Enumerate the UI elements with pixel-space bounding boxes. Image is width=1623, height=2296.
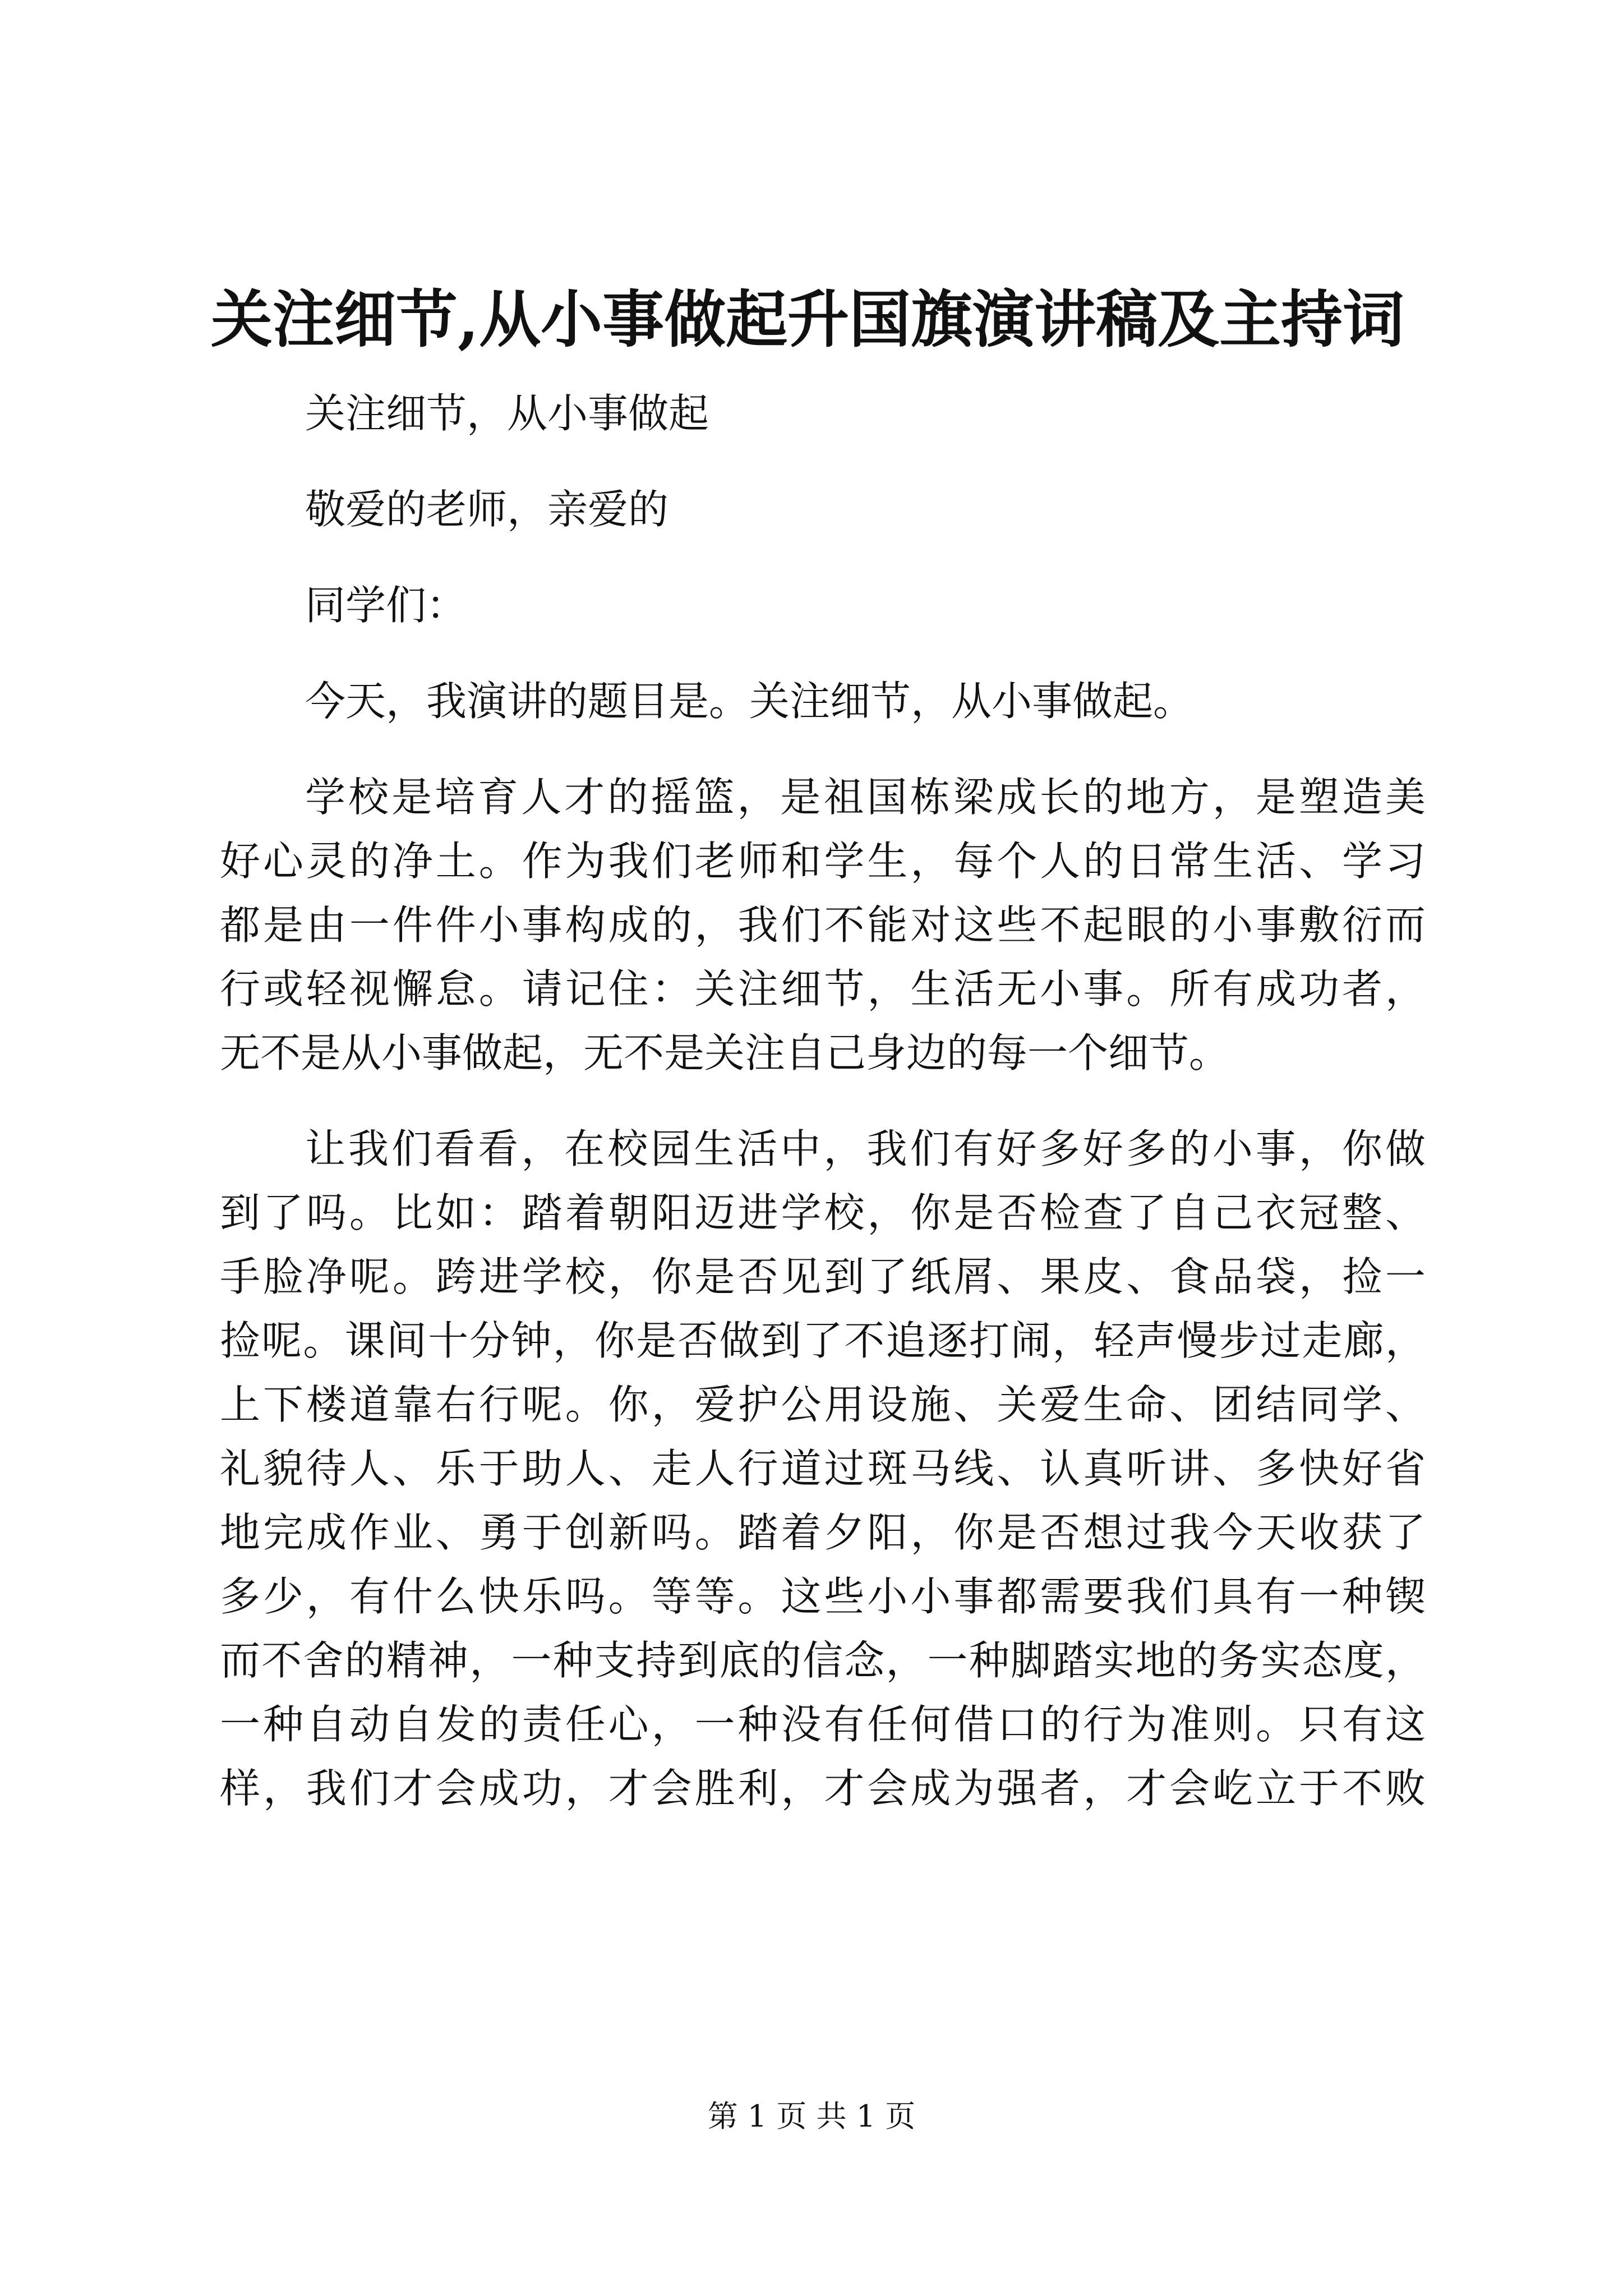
text-line: 行或轻视懈怠。请记住：关注细节，生活无小事。所有成功者， [220, 965, 1426, 1013]
text-line: 样，我们才会成功，才会胜利，才会成为强者，才会屹立于不败 [220, 1765, 1426, 1812]
text-line: 让我们看看，在校园生活中，我们有好多好多的小事，你做 [305, 1125, 1426, 1172]
document-title: 关注细节,从小事做起升国旗演讲稿及主持词 [210, 283, 1405, 356]
text-line: 多少，有什么快乐吗。等等。这些小小事都需要我们具有一种锲 [220, 1573, 1426, 1620]
text-line: 无不是从小事做起，无不是关注自己身边的每一个细节。 [220, 1029, 1230, 1076]
text-line: 而不舍的精神，一种支持到底的信念，一种脚踏实地的务实态度， [220, 1637, 1426, 1684]
text-line: 地完成作业、勇于创新吗。踏着夕阳，你是否想过我今天收获了 [220, 1509, 1426, 1556]
text-line: 同学们： [305, 582, 467, 629]
text-line: 关注细节，从小事做起 [305, 390, 709, 437]
text-line: 到了吗。比如：踏着朝阳迈进学校，你是否检查了自己衣冠整、 [220, 1189, 1426, 1236]
text-line: 好心灵的净土。作为我们老师和学生，每个人的日常生活、学习 [220, 838, 1426, 885]
text-line: 上下楼道靠右行呢。你，爱护公用设施、关爱生命、团结同学、 [220, 1381, 1426, 1428]
text-line: 一种自动自发的责任心，一种没有任何借口的行为准则。只有这 [220, 1701, 1426, 1748]
text-line: 礼貌待人、乐于助人、走人行道过斑马线、认真听讲、多快好省 [220, 1445, 1426, 1492]
document-body [220, 381, 1426, 1820]
page-footer: 第 1 页 共 1 页 [707, 2099, 916, 2134]
text-line: 学校是培育人才的摇篮，是祖国栋梁成长的地方，是塑造美 [305, 774, 1426, 821]
text-line: 敬爱的老师，亲爱的 [305, 486, 669, 533]
text-line: 手脸净呢。跨进学校，你是否见到了纸屑、果皮、食品袋，捡一 [220, 1253, 1426, 1300]
text-line: 今天，我演讲的题目是。关注细节，从小事做起。 [305, 678, 1194, 725]
text-line: 都是由一件件小事构成的，我们不能对这些不起眼的小事敷衍而 [220, 901, 1426, 949]
text-line: 捡呢。课间十分钟，你是否做到了不追逐打闹，轻声慢步过走廊， [220, 1317, 1426, 1364]
